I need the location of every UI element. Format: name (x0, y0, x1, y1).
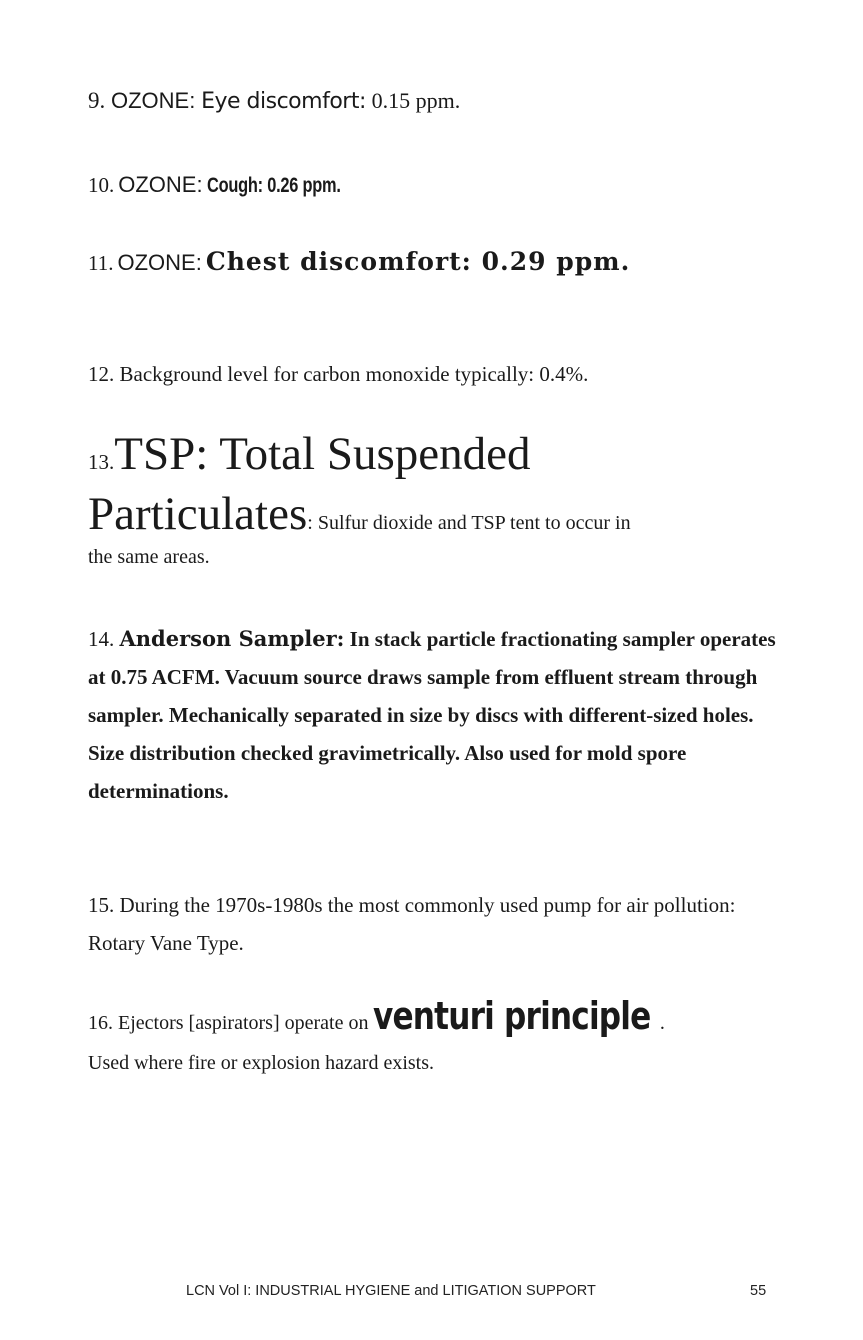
item-10-emphasis: Cough: 0.26 ppm. (206, 174, 341, 197)
item-16-period: . (659, 1012, 665, 1034)
item-10-number: 10. (88, 173, 115, 197)
item-13-heading-line2: Particulates (88, 488, 308, 540)
item-9-number: 9. (88, 88, 106, 113)
item-16-continuation: Used where fire or explosion hazard exists. (88, 1052, 434, 1074)
item-14 (88, 620, 778, 810)
item-14-text: In stack particle fractionating sampler operates at 0.75 ACFM. Vacuum source draws sample from effluent stream through sampler. Mechanically separated in size by discs with different-sized holes. Size distribution checked gravimetrically. Also used for mold spore determinations. (88, 627, 776, 803)
item-16-text: Ejectors [aspirators] operate on (118, 1012, 369, 1034)
item-10 (88, 172, 778, 198)
item-13-number: 13. (88, 450, 115, 474)
item-11-emphasis: Chest discomfort: 0.29 ppm. (205, 247, 631, 276)
item-9 (88, 88, 778, 114)
item-9-label: OZONE: (111, 88, 196, 113)
item-13-text: : Sulfur dioxide and TSP tent to occur in (307, 512, 631, 534)
item-13 (88, 424, 788, 569)
item-11-label: OZONE: (117, 250, 202, 275)
item-9-value: 0.15 ppm. (371, 88, 461, 113)
item-13-heading-line1: TSP: Total Suspended (114, 428, 531, 480)
item-9-emphasis: Eye discomfort: (201, 89, 366, 114)
item-15: 15. During the 1970s-1980s the most commonly used pump for air pollution: Rotary Vane Type. (88, 893, 736, 955)
item-16-emphasis: venturi principle (373, 994, 651, 1038)
item-14-emphasis: Anderson Sampler: (119, 626, 345, 651)
item-16-number: 16. (88, 1012, 113, 1034)
item-14-number: 14. (88, 627, 115, 651)
page-number: 55 (750, 1283, 767, 1299)
footer-title: LCN Vol I: INDUSTRIAL HYGIENE and LITIGATION SUPPORT (186, 1283, 596, 1299)
item-11 (88, 240, 778, 288)
item-16 (88, 996, 778, 1083)
item-13-continuation: the same areas. (88, 546, 210, 568)
item-12: 12. Background level for carbon monoxide typically: 0.4%. (88, 362, 589, 386)
item-10-label: OZONE: (118, 172, 203, 197)
item-11-number: 11. (88, 251, 114, 275)
